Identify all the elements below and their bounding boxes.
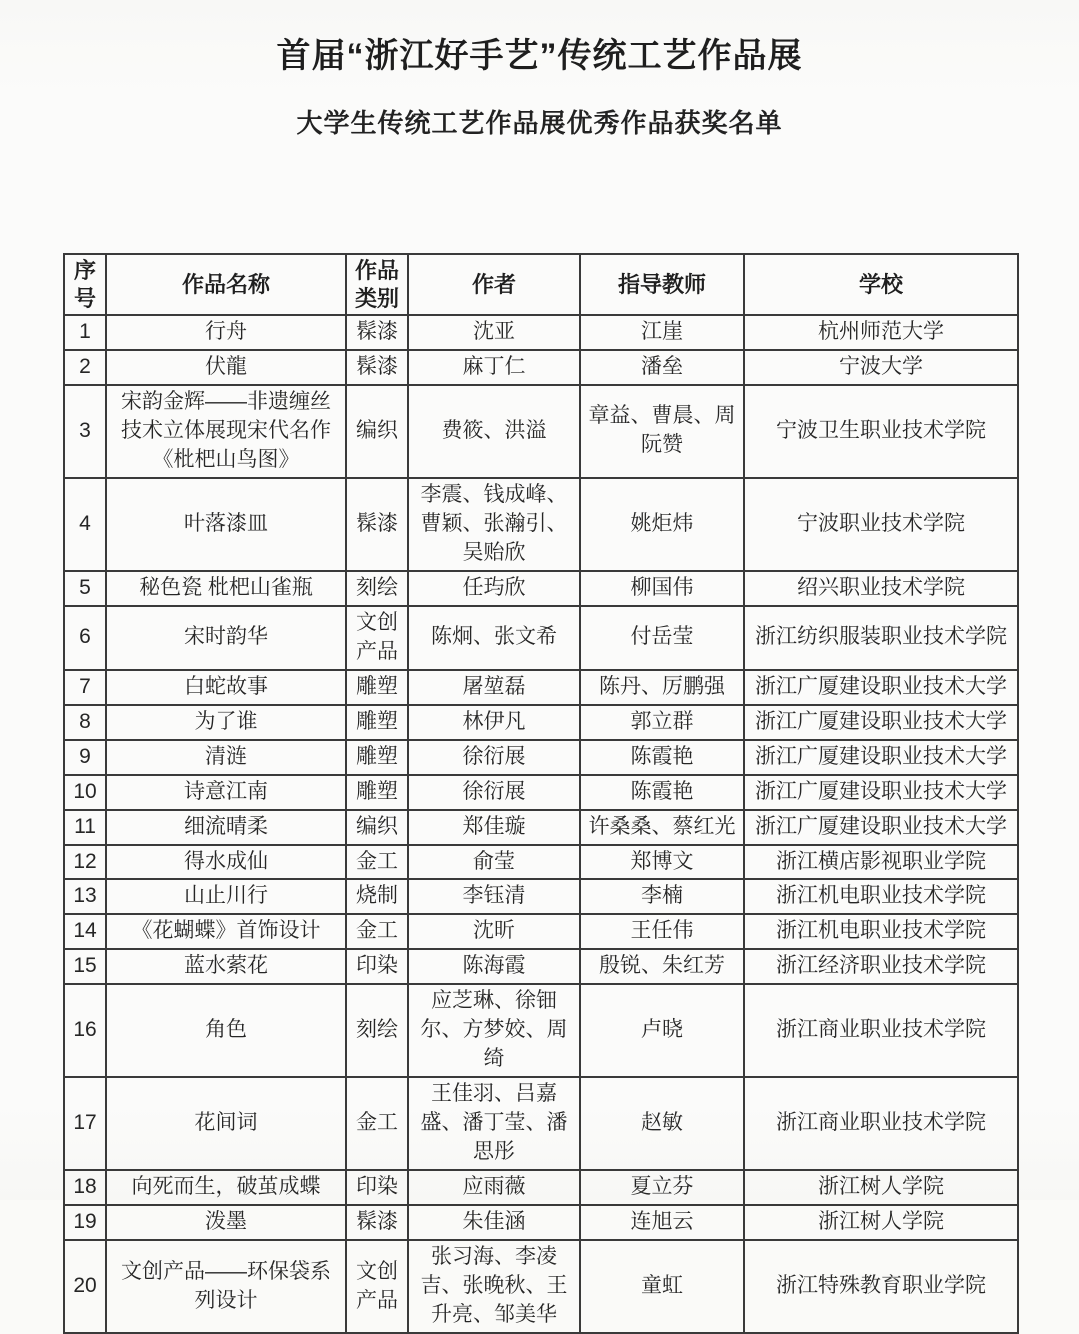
header-cell-school: 学校 <box>744 254 1018 315</box>
table-row <box>64 1240 1018 1333</box>
table-cell-advisor: 付岳莹 <box>580 606 744 670</box>
table-cell-school: 浙江横店影视职业学院 <box>744 845 1018 880</box>
table-cell-author: 李震、钱成峰、曹颖、张瀚引、吴贻欣 <box>408 478 580 571</box>
table-cell-category: 雕塑 <box>346 705 408 740</box>
table-cell-category: 编织 <box>346 385 408 478</box>
table-cell-advisor: 童虹 <box>580 1240 744 1333</box>
header-cell-category: 作品类别 <box>346 254 408 315</box>
table-cell-category: 雕塑 <box>346 740 408 775</box>
table-cell-advisor: 江崖 <box>580 315 744 350</box>
table-row <box>64 385 1018 478</box>
table-cell-school: 浙江树人学院 <box>744 1205 1018 1240</box>
table-cell-author: 任玙欣 <box>408 571 580 606</box>
table-cell-work-name: 秘色瓷 枇杷山雀瓶 <box>106 571 346 606</box>
table-cell-school: 浙江经济职业技术学院 <box>744 949 1018 984</box>
table-cell-work-name: 花间词 <box>106 1077 346 1170</box>
table-cell-work-name: 《花蝴蝶》首饰设计 <box>106 914 346 949</box>
table-row <box>64 810 1018 845</box>
table-cell-category: 雕塑 <box>346 775 408 810</box>
table-cell-index: 8 <box>64 705 106 740</box>
table-cell-category: 髹漆 <box>346 315 408 350</box>
table-row <box>64 315 1018 350</box>
table-cell-index: 10 <box>64 775 106 810</box>
table-cell-school: 浙江广厦建设职业技术大学 <box>744 705 1018 740</box>
table-cell-school: 浙江商业职业技术学院 <box>744 984 1018 1077</box>
table-cell-work-name: 得水成仙 <box>106 845 346 880</box>
table-cell-advisor: 潘垒 <box>580 350 744 385</box>
table-cell-advisor: 章益、曹晨、周阮赞 <box>580 385 744 478</box>
page-subtitle: 大学生传统工艺作品展优秀作品获奖名单 <box>296 108 783 138</box>
table-cell-category: 印染 <box>346 1170 408 1205</box>
table-row <box>64 914 1018 949</box>
table-row <box>64 879 1018 914</box>
table-cell-work-name: 清涟 <box>106 740 346 775</box>
table-cell-advisor: 殷锐、朱红芳 <box>580 949 744 984</box>
table-cell-advisor: 郑博文 <box>580 845 744 880</box>
table-cell-index: 16 <box>64 984 106 1077</box>
table-cell-work-name: 白蛇故事 <box>106 670 346 705</box>
table-cell-school: 浙江特殊教育职业学院 <box>744 1240 1018 1333</box>
table-row <box>64 1205 1018 1240</box>
table-cell-advisor: 郭立群 <box>580 705 744 740</box>
table-cell-author: 陈炯、张文希 <box>408 606 580 670</box>
table-cell-author: 沈昕 <box>408 914 580 949</box>
table-cell-advisor: 连旭云 <box>580 1205 744 1240</box>
table-cell-author: 屠堃磊 <box>408 670 580 705</box>
table-cell-author: 费筱、洪溢 <box>408 385 580 478</box>
table-cell-category: 髹漆 <box>346 350 408 385</box>
table-cell-category: 刻绘 <box>346 571 408 606</box>
table-cell-index: 19 <box>64 1205 106 1240</box>
table-cell-author: 张习海、李凌吉、张晚秋、王升亮、邹美华 <box>408 1240 580 1333</box>
table-cell-school: 浙江机电职业技术学院 <box>744 914 1018 949</box>
awards-table-header <box>64 254 1018 315</box>
table-cell-index: 12 <box>64 845 106 880</box>
table-cell-work-name: 叶落漆皿 <box>106 478 346 571</box>
table-cell-index: 2 <box>64 350 106 385</box>
table-cell-work-name: 行舟 <box>106 315 346 350</box>
table-cell-category: 编织 <box>346 810 408 845</box>
table-cell-author: 应雨薇 <box>408 1170 580 1205</box>
table-cell-category: 金工 <box>346 1077 408 1170</box>
table-cell-index: 13 <box>64 879 106 914</box>
table-cell-category: 文创产品 <box>346 1240 408 1333</box>
table-cell-author: 陈海霞 <box>408 949 580 984</box>
table-cell-advisor: 王任伟 <box>580 914 744 949</box>
table-row <box>64 606 1018 670</box>
table-cell-author: 王佳羽、吕嘉盛、潘丁莹、潘思彤 <box>408 1077 580 1170</box>
table-row <box>64 775 1018 810</box>
table-cell-category: 文创产品 <box>346 606 408 670</box>
table-cell-index: 14 <box>64 914 106 949</box>
awards-table <box>63 253 1019 1334</box>
table-cell-advisor: 柳国伟 <box>580 571 744 606</box>
table-cell-advisor: 夏立芬 <box>580 1170 744 1205</box>
table-row <box>64 1077 1018 1170</box>
table-cell-index: 3 <box>64 385 106 478</box>
table-cell-work-name: 伏龍 <box>106 350 346 385</box>
table-row <box>64 845 1018 880</box>
header-cell-work-name: 作品名称 <box>106 254 346 315</box>
header-cell-index: 序号 <box>64 254 106 315</box>
table-cell-school: 浙江纺织服装职业技术学院 <box>744 606 1018 670</box>
table-cell-author: 俞莹 <box>408 845 580 880</box>
table-cell-author: 沈亚 <box>408 315 580 350</box>
table-cell-index: 20 <box>64 1240 106 1333</box>
table-cell-index: 7 <box>64 670 106 705</box>
table-cell-school: 浙江机电职业技术学院 <box>744 879 1018 914</box>
table-cell-advisor: 赵敏 <box>580 1077 744 1170</box>
table-cell-school: 浙江广厦建设职业技术大学 <box>744 775 1018 810</box>
table-cell-advisor: 许桑桑、蔡红光 <box>580 810 744 845</box>
table-cell-category: 金工 <box>346 845 408 880</box>
table-cell-index: 4 <box>64 478 106 571</box>
table-cell-work-name: 蓝水萦花 <box>106 949 346 984</box>
table-cell-advisor: 姚炬炜 <box>580 478 744 571</box>
table-cell-work-name: 文创产品——环保袋系列设计 <box>106 1240 346 1333</box>
table-cell-work-name: 泼墨 <box>106 1205 346 1240</box>
table-row <box>64 705 1018 740</box>
table-cell-work-name: 宋韵金辉——非遗缠丝技术立体展现宋代名作《枇杷山鸟图》 <box>106 385 346 478</box>
table-cell-category: 髹漆 <box>346 478 408 571</box>
table-cell-author: 林伊凡 <box>408 705 580 740</box>
table-cell-work-name: 角色 <box>106 984 346 1077</box>
table-cell-school: 宁波大学 <box>744 350 1018 385</box>
table-cell-category: 金工 <box>346 914 408 949</box>
table-cell-school: 绍兴职业技术学院 <box>744 571 1018 606</box>
table-cell-advisor: 陈丹、厉鹏强 <box>580 670 744 705</box>
table-cell-index: 15 <box>64 949 106 984</box>
table-row <box>64 571 1018 606</box>
table-cell-index: 5 <box>64 571 106 606</box>
table-row <box>64 984 1018 1077</box>
table-cell-author: 郑佳璇 <box>408 810 580 845</box>
table-cell-author: 徐衍展 <box>408 740 580 775</box>
table-cell-school: 杭州师范大学 <box>744 315 1018 350</box>
table-cell-category: 刻绘 <box>346 984 408 1077</box>
table-cell-work-name: 向死而生，破茧成蝶 <box>106 1170 346 1205</box>
table-cell-work-name: 山止川行 <box>106 879 346 914</box>
table-cell-category: 雕塑 <box>346 670 408 705</box>
table-cell-author: 麻丁仁 <box>408 350 580 385</box>
table-cell-advisor: 卢晓 <box>580 984 744 1077</box>
table-cell-index: 17 <box>64 1077 106 1170</box>
page-title: 首届“浙江好手艺”传统工艺作品展 <box>276 37 803 75</box>
header-cell-author: 作者 <box>408 254 580 315</box>
table-cell-school: 浙江广厦建设职业技术大学 <box>744 670 1018 705</box>
table-cell-school: 浙江树人学院 <box>744 1170 1018 1205</box>
table-cell-work-name: 为了谁 <box>106 705 346 740</box>
header-row <box>64 254 1018 315</box>
table-cell-school: 宁波卫生职业技术学院 <box>744 385 1018 478</box>
table-row <box>64 478 1018 571</box>
table-cell-school: 浙江商业职业技术学院 <box>744 1077 1018 1170</box>
table-cell-index: 6 <box>64 606 106 670</box>
table-cell-category: 髹漆 <box>346 1205 408 1240</box>
table-cell-advisor: 陈霞艳 <box>580 740 744 775</box>
header-cell-advisor: 指导教师 <box>580 254 744 315</box>
table-cell-category: 烧制 <box>346 879 408 914</box>
table-cell-work-name: 宋时韵华 <box>106 606 346 670</box>
table-cell-work-name: 诗意江南 <box>106 775 346 810</box>
table-cell-advisor: 李楠 <box>580 879 744 914</box>
awards-table-body <box>64 315 1018 1333</box>
table-cell-category: 印染 <box>346 949 408 984</box>
table-row <box>64 350 1018 385</box>
table-cell-school: 浙江广厦建设职业技术大学 <box>744 740 1018 775</box>
table-row <box>64 740 1018 775</box>
table-row <box>64 670 1018 705</box>
table-cell-school: 浙江广厦建设职业技术大学 <box>744 810 1018 845</box>
table-cell-advisor: 陈霞艳 <box>580 775 744 810</box>
table-cell-index: 9 <box>64 740 106 775</box>
table-cell-author: 李钰清 <box>408 879 580 914</box>
table-cell-index: 18 <box>64 1170 106 1205</box>
table-cell-school: 宁波职业技术学院 <box>744 478 1018 571</box>
table-cell-author: 应芝琳、徐钿尔、方梦姣、周绮 <box>408 984 580 1077</box>
table-cell-author: 徐衍展 <box>408 775 580 810</box>
table-row <box>64 949 1018 984</box>
table-cell-author: 朱佳涵 <box>408 1205 580 1240</box>
table-cell-work-name: 细流晴柔 <box>106 810 346 845</box>
table-cell-index: 1 <box>64 315 106 350</box>
table-cell-index: 11 <box>64 810 106 845</box>
